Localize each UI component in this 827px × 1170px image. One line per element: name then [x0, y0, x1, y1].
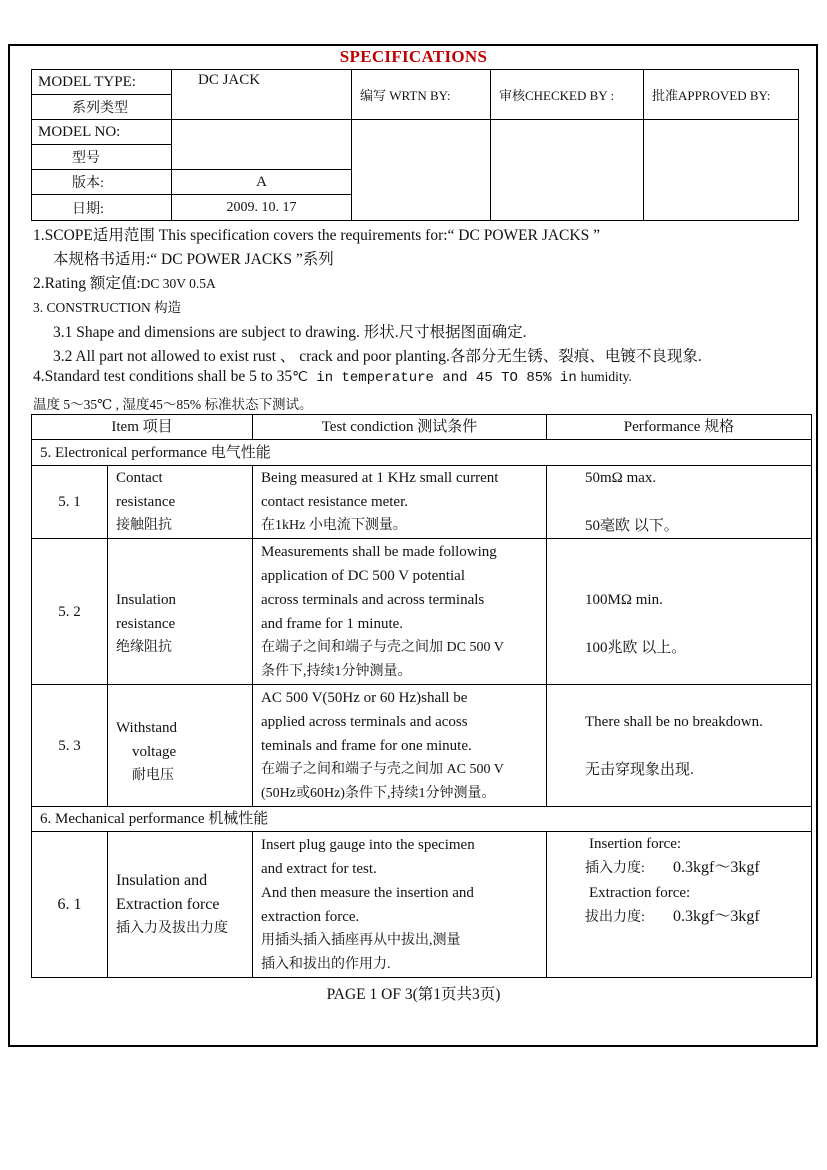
item-line: resistance: [116, 615, 176, 632]
written-by-label: 编写 WRTN BY:: [352, 70, 491, 120]
row-number: 5. 3: [32, 685, 108, 807]
table-row: [32, 685, 812, 807]
item-line: Insulation and: [116, 871, 208, 889]
test-conditions-cn: 温度 5～35℃ , 湿度45～85% 标准状态下测试。: [33, 397, 313, 412]
perf-line-cn: 100兆欧 以上。: [585, 639, 687, 656]
test-line: and extract for test.: [261, 860, 377, 877]
row-item: [108, 539, 253, 685]
test-line-cn: 在1kHz 小电流下测量。: [261, 518, 407, 533]
row-number: 5. 2: [32, 539, 108, 685]
test-conditions-humidity: humidity.: [580, 369, 632, 384]
test-line: across terminals and across terminals: [261, 591, 485, 608]
test-line: AC 500 V(50Hz or 60 Hz)shall be: [261, 689, 468, 706]
row-test-condition: [253, 466, 547, 539]
section-mechanical-label: 6. Mechanical performance 机械性能: [32, 807, 812, 832]
perf-line: 50mΩ max.: [585, 470, 657, 486]
model-type-label: MODEL TYPE:: [32, 70, 172, 95]
test-line: Being measured at 1 KHz small current: [261, 470, 499, 486]
perf-line-cn: 50毫欧 以下。: [585, 518, 679, 534]
insertion-force-value: 0.3kgf～3kgf: [673, 859, 760, 876]
test-line-cn: 条件下,持续1分钟测量。: [261, 663, 412, 679]
perf-line-cn: 无击穿现象出现.: [585, 761, 694, 778]
construction-heading: 3. CONSTRUCTION 构造: [33, 300, 182, 315]
table-row: [32, 539, 812, 685]
col-perf-header: Performance 规格: [547, 415, 812, 440]
extraction-force-value: 0.3kgf～3kgf: [673, 908, 760, 925]
checked-by-label: 审核CHECKED BY :: [491, 70, 644, 120]
construction-item-3-2: 3.2 All part not allowed to exist rust 、 crack and poor planting.各部分无生锈、裂痕、电镀不良现象.: [53, 348, 702, 365]
test-conditions-temp: ℃ in temperature and 45 TO 85% in: [292, 370, 577, 386]
col-test-header: Test condiction 测试条件: [253, 415, 547, 440]
extraction-force-label: Extraction force:: [589, 885, 691, 901]
row-item: [108, 685, 253, 807]
test-line: applied across terminals and acoss: [261, 713, 468, 730]
rating-line: [33, 271, 216, 293]
date-label: 日期:: [32, 195, 172, 221]
document-title: SPECIFICATIONS: [339, 47, 488, 66]
item-line: voltage: [132, 743, 177, 760]
row-performance: [547, 832, 812, 978]
test-line: And then measure the insertion and: [261, 884, 474, 901]
header-table: [31, 69, 799, 221]
model-type-value: DC JACK: [172, 70, 352, 120]
row-test-condition: [253, 539, 547, 685]
test-conditions-text: 4.Standard test conditions shall be 5 to 35: [33, 368, 293, 385]
row-performance: [547, 466, 812, 539]
rating-label: 2.Rating 额定值:: [33, 275, 141, 292]
row-item: [108, 466, 253, 539]
test-line: extraction force.: [261, 908, 360, 925]
model-type-label-cn: 系列类型: [32, 95, 172, 120]
item-line: Withstand: [116, 719, 178, 736]
approved-by-sign-box: [644, 120, 799, 221]
model-no-label: MODEL NO:: [32, 120, 172, 145]
item-line: Contact: [116, 470, 163, 486]
checked-by-sign-box: [491, 120, 644, 221]
test-line-cn: 插入和拔出的作用力.: [261, 956, 391, 972]
table-row: [32, 832, 812, 978]
spec-header-row: [32, 415, 812, 440]
test-line-cn: (50Hz或60Hz)条件下,持续1分钟测量。: [261, 785, 496, 801]
test-line-cn: 用插头插入插座再从中拔出,测量: [261, 932, 461, 948]
rating-value: DC 30V 0.5A: [140, 276, 216, 291]
version-label: 版本:: [32, 170, 172, 195]
item-line-cn: 耐电压: [132, 767, 174, 783]
row-test-condition: [253, 685, 547, 807]
perf-line: 100MΩ min.: [585, 591, 663, 608]
spec-table: [31, 414, 812, 978]
section-row-electrical: [32, 440, 812, 466]
page-footer: PAGE 1 OF 3(第1页共3页): [326, 986, 501, 1003]
table-row: [32, 466, 812, 539]
model-no-label-cn: 型号: [32, 145, 172, 170]
version-value: A: [172, 170, 352, 195]
item-line-cn: 接触阻抗: [116, 518, 172, 533]
scope-line-cn: 本规格书适用:“ DC POWER JACKS ”系列: [53, 251, 334, 268]
item-line-cn: 插入力及拔出力度: [116, 920, 228, 936]
test-line: teminals and frame for one minute.: [261, 737, 472, 754]
item-line: resistance: [116, 494, 176, 510]
perf-line: There shall be no breakdown.: [585, 713, 763, 730]
insertion-force-cn: 插入力度:: [585, 861, 645, 876]
row-test-condition: [253, 832, 547, 978]
test-line: Insert plug gauge into the specimen: [261, 836, 475, 853]
test-line-cn: 在端子之间和端子与壳之间加 DC 500 V: [261, 639, 504, 655]
section-electrical-label: 5. Electronical performance 电气性能: [32, 440, 812, 466]
written-by-sign-box: [352, 120, 491, 221]
test-line-cn: 在端子之间和端子与壳之间加 AC 500 V: [261, 761, 504, 777]
test-line: and frame for 1 minute.: [261, 615, 404, 632]
test-line: application of DC 500 V potential: [261, 567, 466, 584]
scope-line: 1.SCOPE适用范围 This specification covers the requirements for:“ DC POWER JACKS ”: [33, 227, 600, 244]
date-value: 2009. 10. 17: [172, 195, 352, 221]
item-line-cn: 绝缘阻抗: [116, 639, 172, 655]
row-item: [108, 832, 253, 978]
test-line: contact resistance meter.: [261, 494, 409, 510]
item-line: Extraction force: [116, 895, 220, 913]
row-number: 6. 1: [32, 832, 108, 978]
section-row-mechanical: [32, 807, 812, 832]
insertion-force-label: Insertion force:: [589, 836, 682, 852]
construction-item-3-1: 3.1 Shape and dimensions are subject to drawing. 形状.尺寸根据图面确定.: [53, 324, 527, 341]
extraction-force-cn: 拔出力度:: [585, 910, 645, 925]
col-item-header: Item 项目: [32, 415, 253, 440]
row-number: 5. 1: [32, 466, 108, 539]
row-performance: [547, 685, 812, 807]
model-no-value: [172, 120, 352, 170]
test-line: Measurements shall be made following: [261, 543, 497, 560]
row-performance: [547, 539, 812, 685]
approved-by-label: 批准APPROVED BY:: [644, 70, 799, 120]
item-line: Insulation: [116, 591, 176, 608]
test-conditions-line: [33, 368, 632, 386]
